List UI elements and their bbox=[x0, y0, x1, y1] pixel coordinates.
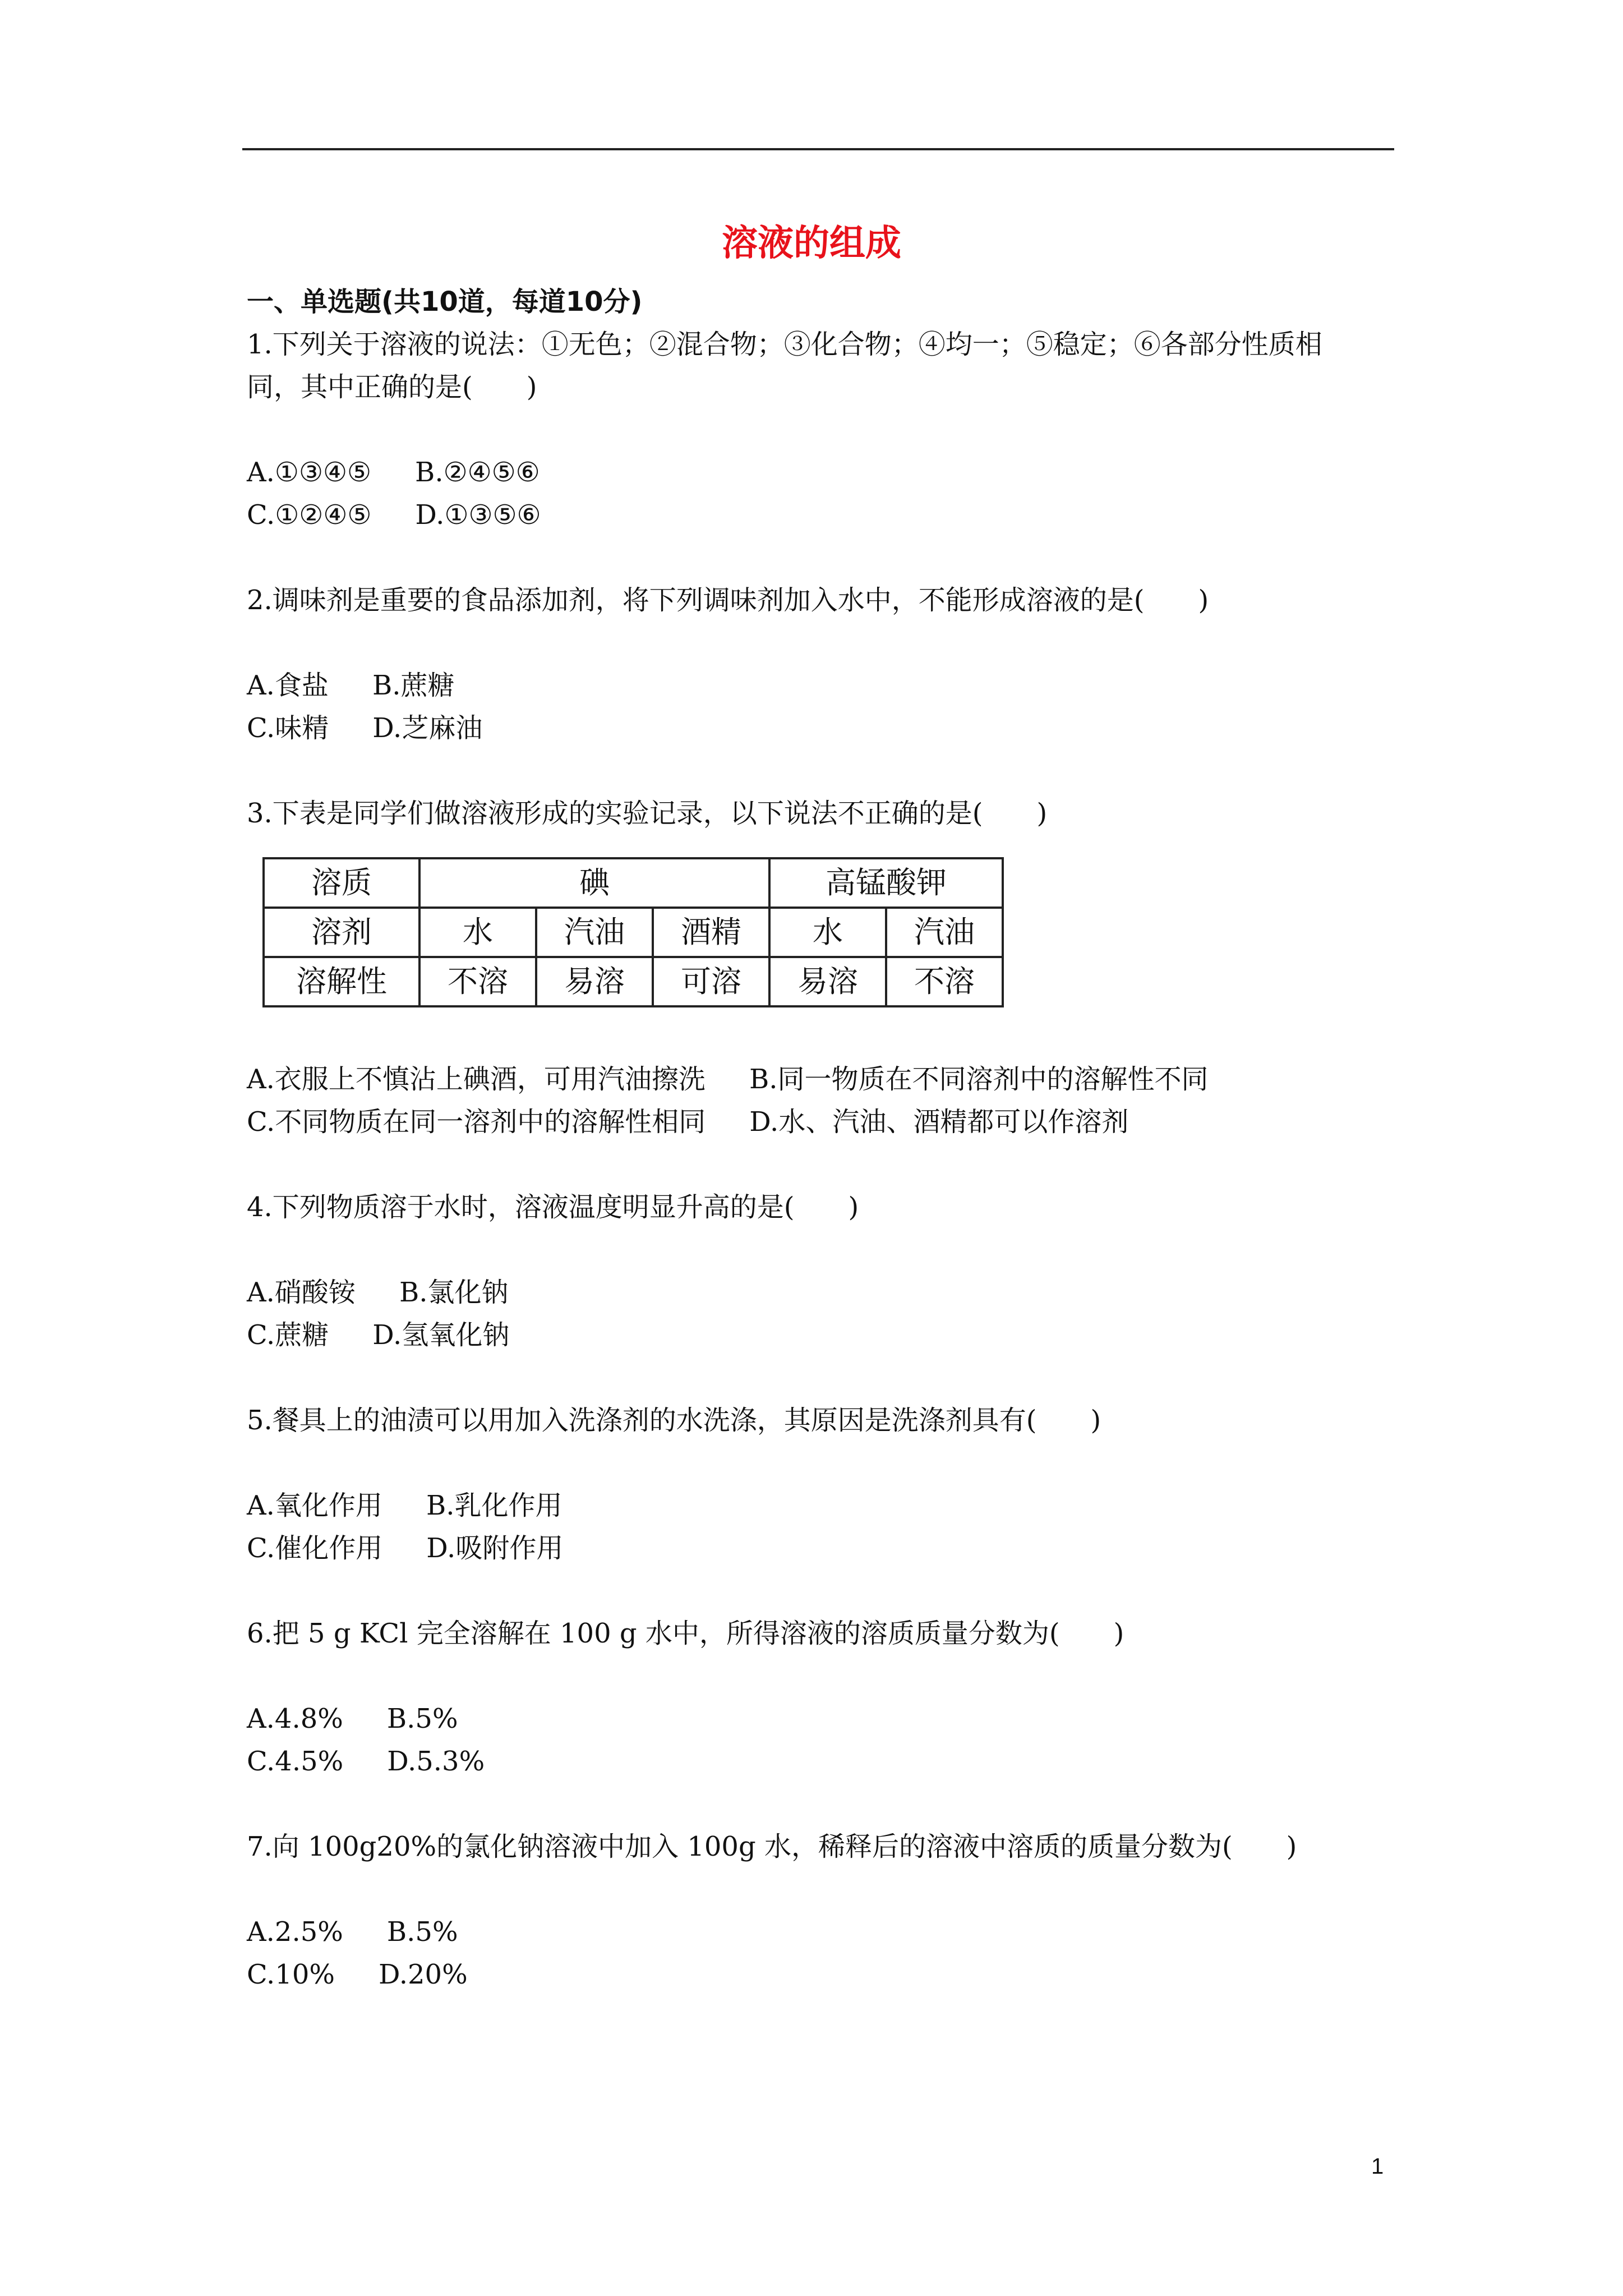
option-b: B.蔗糖 bbox=[372, 670, 455, 701]
table-cell: 水 bbox=[769, 908, 886, 957]
table-cell: 溶剂 bbox=[264, 908, 419, 957]
options-row bbox=[247, 1527, 1391, 1570]
table-cell: 碘 bbox=[419, 858, 769, 908]
table-cell: 不溶 bbox=[886, 957, 1003, 1006]
document-title: 溶液的组成 bbox=[722, 223, 901, 264]
options-row bbox=[247, 664, 1391, 707]
options-row bbox=[247, 451, 1391, 494]
option-d: D.①③⑤⑥ bbox=[415, 499, 541, 531]
table-cell: 易溶 bbox=[769, 957, 886, 1006]
question-stem: 4.下列物质溶于水时，溶液温度明显升高的是( ) bbox=[247, 1191, 859, 1223]
options-row bbox=[247, 1101, 1391, 1143]
question-5 bbox=[247, 1399, 1391, 1570]
option-d: D.吸附作用 bbox=[426, 1533, 564, 1564]
table-row bbox=[264, 858, 1003, 908]
question-stem: 3.下表是同学们做溶液形成的实验记录，以下说法不正确的是( ) bbox=[247, 798, 1048, 829]
option-d: D.20% bbox=[378, 1959, 468, 1990]
option-a: A.硝酸铵 bbox=[247, 1277, 356, 1308]
option-b: B.氯化钠 bbox=[399, 1277, 509, 1308]
page-number: 1 bbox=[1371, 2154, 1384, 2179]
question-2 bbox=[247, 579, 1391, 749]
question-stem: 2.调味剂是重要的食品添加剂，将下列调味剂加入水中，不能形成溶液的是( ) bbox=[247, 585, 1209, 616]
options-row bbox=[247, 1911, 1391, 1953]
option-d: D.5.3% bbox=[387, 1746, 485, 1777]
option-c: C.不同物质在同一溶剂中的溶解性相同 bbox=[247, 1106, 706, 1138]
table-cell: 酒精 bbox=[653, 908, 769, 957]
options-row bbox=[247, 1740, 1391, 1783]
option-d: D.水、汽油、酒精都可以作溶剂 bbox=[749, 1106, 1129, 1138]
options-row bbox=[247, 1271, 1391, 1314]
solubility-table bbox=[262, 857, 1004, 1007]
option-c: C.催化作用 bbox=[247, 1533, 383, 1564]
option-c: C.蔗糖 bbox=[247, 1319, 329, 1351]
option-a: A.衣服上不慎沾上碘酒，可用汽油擦洗 bbox=[247, 1064, 706, 1095]
options-row bbox=[247, 1953, 1391, 1996]
option-a: A.2.5% bbox=[247, 1916, 343, 1948]
document-body bbox=[247, 280, 1391, 2039]
question-stem-continued: 同，其中正确的是( ) bbox=[247, 371, 537, 403]
options-row bbox=[247, 494, 1391, 536]
option-b: B.同一物质在不同溶剂中的溶解性不同 bbox=[749, 1064, 1209, 1095]
table-cell: 不溶 bbox=[419, 957, 536, 1006]
table-cell: 易溶 bbox=[536, 957, 653, 1006]
question-stem: 1.下列关于溶液的说法：①无色；②混合物；③化合物；④均一；⑤稳定；⑥各部分性质相 bbox=[247, 329, 1322, 360]
table-cell: 汽油 bbox=[536, 908, 653, 957]
option-b: B.②④⑤⑥ bbox=[415, 457, 540, 488]
question-1 bbox=[247, 323, 1391, 536]
question-stem: 7.向 100g20%的氯化钠溶液中加入 100g 水，稀释后的溶液中溶质的质量分数为( ) bbox=[247, 1831, 1297, 1862]
table-cell: 高锰酸钾 bbox=[769, 858, 1003, 908]
table-cell: 可溶 bbox=[653, 957, 769, 1006]
question-stem: 5.餐具上的油渍可以用加入洗涤剂的水洗涤，其原因是洗涤剂具有( ) bbox=[247, 1405, 1101, 1436]
option-b: B.5% bbox=[386, 1703, 458, 1734]
table-row bbox=[264, 957, 1003, 1006]
options-row bbox=[247, 1484, 1391, 1527]
table-cell: 水 bbox=[419, 908, 536, 957]
option-d: D.氢氧化钠 bbox=[372, 1319, 510, 1351]
option-c: C.4.5% bbox=[247, 1746, 344, 1777]
options-row bbox=[247, 707, 1391, 749]
question-6 bbox=[247, 1612, 1391, 1783]
table-cell: 溶解性 bbox=[264, 957, 419, 1006]
option-c: C.①②④⑤ bbox=[247, 499, 372, 531]
question-3 bbox=[247, 792, 1391, 1143]
question-4 bbox=[247, 1186, 1391, 1356]
question-7 bbox=[247, 1825, 1391, 1996]
header-rule bbox=[242, 148, 1394, 150]
options-row bbox=[247, 1314, 1391, 1356]
option-a: A.①③④⑤ bbox=[247, 457, 372, 488]
option-b: B.乳化作用 bbox=[426, 1490, 562, 1521]
option-c: C.味精 bbox=[247, 712, 329, 744]
table-row bbox=[264, 908, 1003, 957]
option-c: C.10% bbox=[247, 1959, 335, 1990]
option-a: A.食盐 bbox=[247, 670, 329, 701]
option-b: B.5% bbox=[386, 1916, 458, 1948]
question-stem: 6.把 5 g KCl 完全溶解在 100 g 水中，所得溶液的溶质质量分数为( ) bbox=[247, 1618, 1124, 1649]
option-d: D.芝麻油 bbox=[372, 712, 483, 744]
options-row bbox=[247, 1697, 1391, 1740]
options-row bbox=[247, 1058, 1391, 1101]
section-heading: 一、单选题(共10道，每道10分) bbox=[247, 286, 643, 318]
option-a: A.4.8% bbox=[247, 1703, 343, 1734]
table-cell: 汽油 bbox=[886, 908, 1003, 957]
option-a: A.氧化作用 bbox=[247, 1490, 382, 1521]
table-cell: 溶质 bbox=[264, 858, 419, 908]
